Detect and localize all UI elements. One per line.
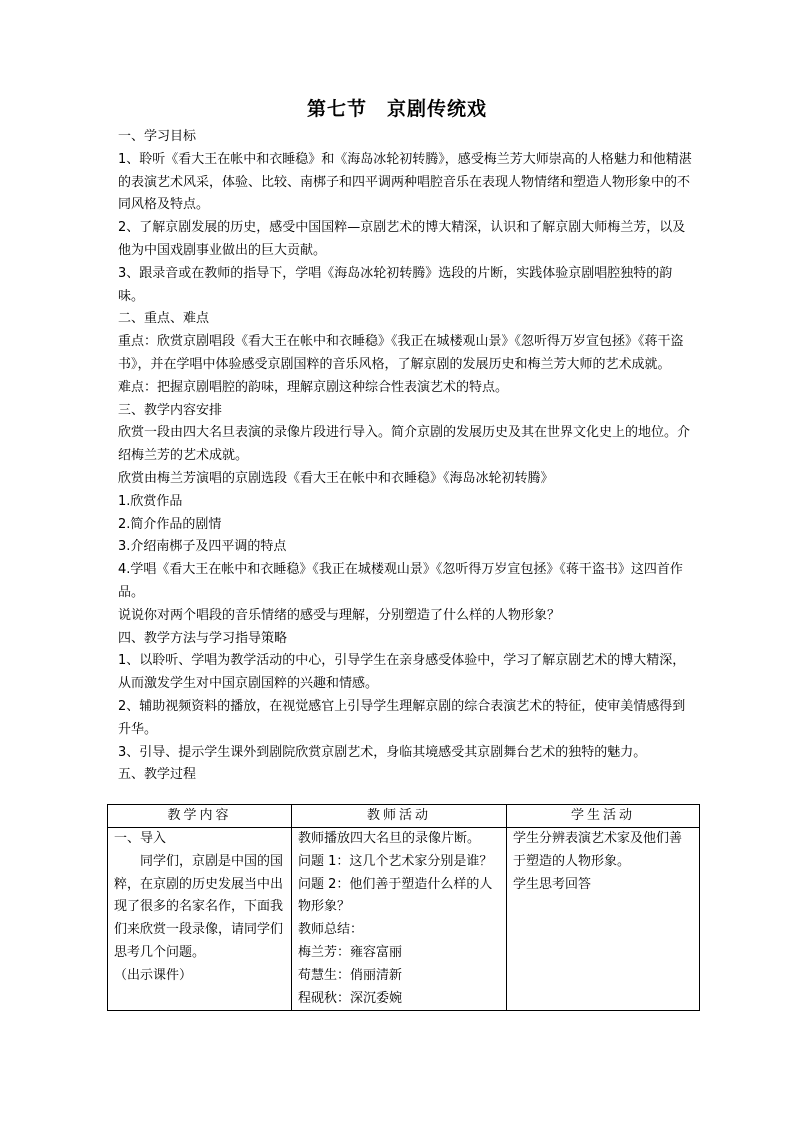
cell-text: 一、导入 (114, 831, 167, 846)
list-item: 2.简介作品的剧情 (118, 516, 222, 532)
paragraph: 3、跟录音或在教师的指导下，学唱《海岛冰轮初转腾》选段的片断，实践体验京剧唱腔独特的韵味。 (118, 265, 673, 304)
table-header: 教师活动 (292, 805, 507, 828)
paragraph: 说说你对两个唱段的音乐情绪的感受与理解，分别塑造了什么样的人物形象？ (118, 607, 561, 623)
paragraph: 重点：欣赏京剧唱段《看大王在帐中和衣睡稳》《我正在城楼观山景》《忽听得万岁宣包拯》《蒋干盗书》，并在学唱中体验感受京剧国粹的音乐风格，了解京剧的发展历史和梅兰芳大师的艺术成就。 (118, 334, 684, 372)
table-cell (507, 828, 700, 1011)
paragraph: 2、辅助视频资料的播放，在视觉感官上引导学生理解京剧的综合表演艺术的特征，使审美情感得到升华。 (118, 698, 686, 737)
cell-text: 教师播放四大名旦的录像片断。 (298, 831, 481, 846)
table-cell (108, 828, 292, 1011)
cell-text: 问题 1：这几个艺术家分别是谁？ (298, 853, 493, 869)
list-item: 4.学唱《看大王在帐中和衣睡稳》《我正在城楼观山景》《忽听得万岁宣包拯》《蒋干盗书》这四首作品。 (118, 562, 683, 600)
cell-text: 学生分辨表演艺术家及他们善于塑造的人物形象。 (513, 831, 683, 869)
list-item: 1.欣赏作品 (118, 493, 183, 509)
cell-text: 程砚秋：深沉委婉 (298, 990, 403, 1006)
cell-text: （出示课件） (114, 967, 193, 983)
paragraph: 1、聆听《看大王在帐中和衣睡稳》和《海岛冰轮初转腾》，感受梅兰芳大师崇高的人格魅力和他精湛的表演艺术风采，体验、比较、南梆子和四平调两种唱腔音乐在表现人物情绪和塑造人物形象中的不同风格及特点。 (118, 151, 692, 213)
table-header-row (108, 805, 700, 828)
paragraph: 1、以聆听、学唱为教学活动的中心，引导学生在亲身感受体验中，学习了解京剧艺术的博大精深，从而激发学生对中国京剧国粹的兴趣和情感。 (118, 653, 686, 692)
section-heading: 二、重点、难点 (118, 311, 210, 327)
cell-text: 梅兰芳：雍容富丽 (298, 944, 403, 960)
cell-text: 问题 2：他们善于塑造什么样的人物形象？ (298, 876, 493, 915)
paragraph: 2、了解京剧发展的历史，感受中国国粹—京剧艺术的博大精深，认识和了解京剧大师梅兰芳，以及他为中国戏剧事业做出的巨大贡献。 (118, 220, 686, 258)
section-heading: 四、教学方法与学习指导策略 (118, 630, 288, 646)
list-item: 3.介绍南梆子及四平调的特点 (118, 539, 287, 555)
table-row (108, 828, 700, 1011)
cell-text: 教师总结： (298, 922, 364, 938)
section-heading: 一、学习目标 (118, 129, 197, 144)
section-heading: 五、教学过程 (118, 767, 197, 783)
cell-text: 同学们，京剧是中国的国粹，在京剧的历史发展当中出现了很多的名家名作，下面我们来欣赏一段录像，请同学们思考几个问题。 (114, 853, 284, 960)
table-cell (292, 828, 507, 1011)
page-title: 第七节 京剧传统戏 (306, 98, 487, 120)
paragraph: 难点：把握京剧唱腔的韵味，理解京剧这种综合性表演艺术的特点。 (118, 379, 509, 395)
paragraph: 欣赏由梅兰芳演唱的京剧选段《看大王在帐中和衣睡稳》《海岛冰轮初转腾》 (118, 470, 554, 486)
paragraph: 3、引导、提示学生课外到剧院欣赏京剧艺术，身临其境感受其京剧舞台艺术的独特的魅力。 (118, 744, 647, 760)
cell-text: 学生思考回答 (513, 876, 592, 892)
table-header: 教学内容 (108, 805, 292, 828)
table-header: 学生活动 (507, 805, 700, 828)
cell-text: 荀慧生：俏丽清新 (298, 967, 403, 983)
teaching-process-table (107, 804, 700, 1011)
document-body (118, 126, 698, 787)
paragraph: 欣赏一段由四大名旦表演的录像片段进行导入。简介京剧的发展历史及其在世界文化史上的地位。介绍梅兰芳的艺术成就。 (118, 425, 691, 464)
section-heading: 三、教学内容安排 (118, 402, 223, 418)
